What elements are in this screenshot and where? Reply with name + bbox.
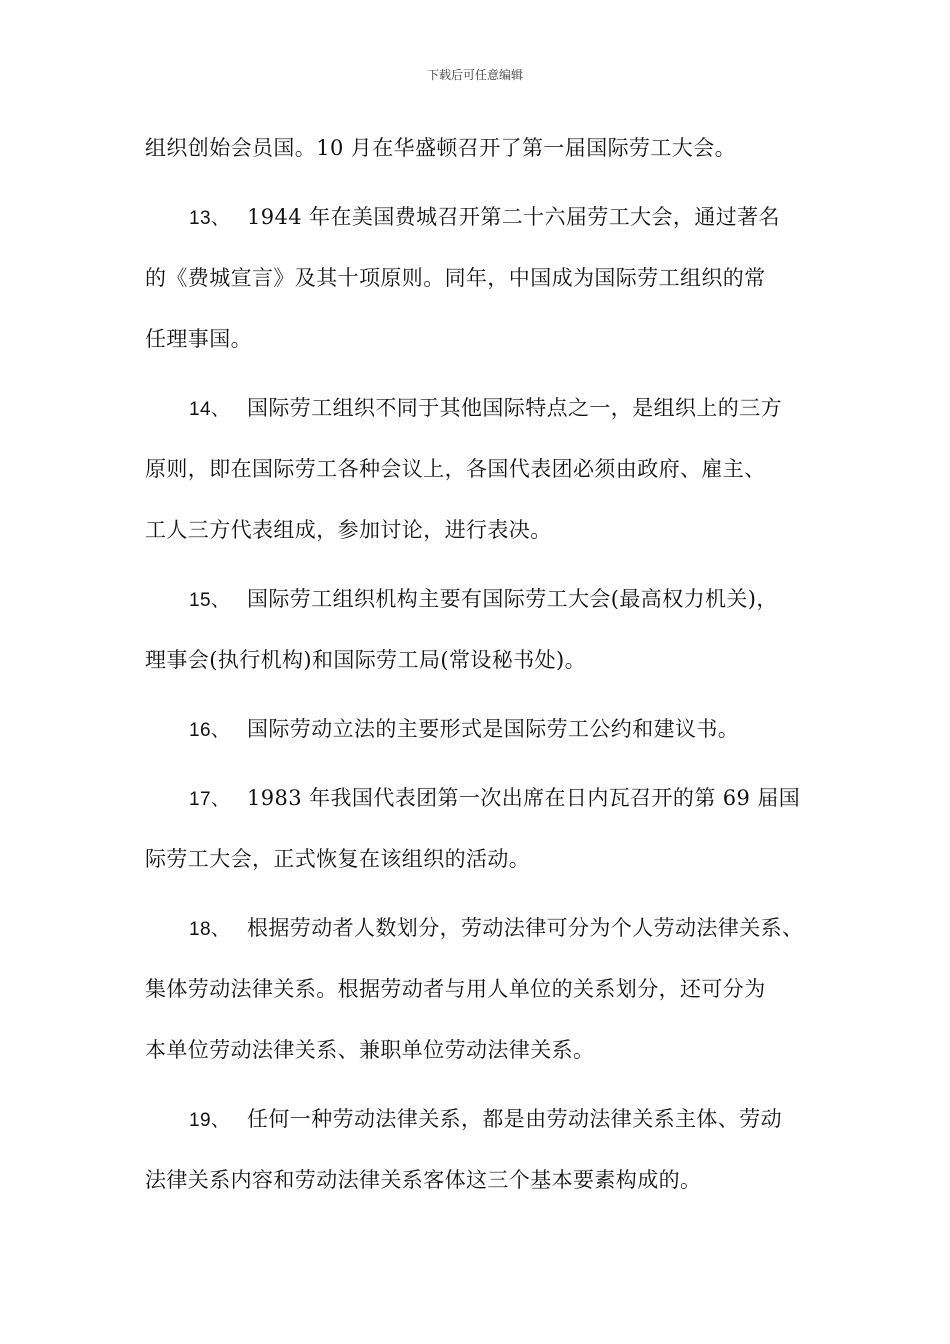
- paragraph-line: 1944 年在美国费城召开第二十六届劳工大会，通过著名: [247, 205, 780, 229]
- paragraph-16: [145, 707, 825, 768]
- paragraph-18: [145, 906, 825, 1089]
- paragraph-line: 际劳工大会，正式恢复在该组织的活动。: [145, 847, 531, 871]
- item-number: 14、: [189, 399, 231, 420]
- item-number: 17、: [189, 789, 231, 810]
- paragraph-line: 国际劳动立法的主要形式是国际劳工公约和建议书。: [247, 717, 740, 741]
- paragraph-line: 根据劳动者人数划分，劳动法律可分为个人劳动法律关系、: [247, 916, 804, 940]
- paragraph-line: 法律关系内容和劳动法律关系客体这三个基本要素构成的。: [145, 1168, 702, 1192]
- paragraph-line: 任何一种劳动法律关系，都是由劳动法律关系主体、劳动: [247, 1107, 782, 1131]
- paragraph-line: 的《费城宣言》及其十项原则。同年，中国成为国际劳工组织的常: [145, 266, 766, 290]
- paragraph: [145, 126, 825, 187]
- paragraph-line: 理事会(执行机构)和国际劳工局(常设秘书处)。: [145, 648, 586, 672]
- paragraph-line: 原则，即在国际劳工各种会议上，各国代表团必须由政府、雇主、: [145, 457, 766, 481]
- item-number: 15、: [189, 590, 231, 611]
- item-number: 18、: [189, 919, 231, 940]
- paragraph-15: [145, 577, 825, 699]
- document-body: [145, 126, 825, 1219]
- paragraph-line: 本单位劳动法律关系、兼职单位劳动法律关系。: [145, 1038, 595, 1062]
- paragraph-line: 集体劳动法律关系。根据劳动者与用人单位的关系划分，还可分为: [145, 977, 766, 1001]
- page-header: 下载后可任意编辑: [426, 68, 523, 82]
- paragraph-line: 工人三方代表组成，参加讨论，进行表决。: [145, 518, 552, 542]
- paragraph-19: [145, 1097, 825, 1219]
- paragraph-17: [145, 776, 825, 898]
- item-number: 13、: [189, 208, 231, 229]
- paragraph-line: 1983 年我国代表团第一次出席在日内瓦召开的第 69 届国: [247, 786, 801, 810]
- paragraph-14: [145, 386, 825, 569]
- paragraph-line: 国际劳工组织机构主要有国际劳工大会(最高权力机关)，: [247, 587, 778, 611]
- item-number: 19、: [189, 1110, 231, 1131]
- paragraph-line: 组织创始会员国。10 月在华盛顿召开了第一届国际劳工大会。: [145, 136, 736, 160]
- paragraph-line: 国际劳工组织不同于其他国际特点之一，是组织上的三方: [247, 396, 782, 420]
- paragraph-13: [145, 195, 825, 378]
- item-number: 16、: [189, 720, 231, 741]
- paragraph-line: 任理事国。: [145, 327, 252, 351]
